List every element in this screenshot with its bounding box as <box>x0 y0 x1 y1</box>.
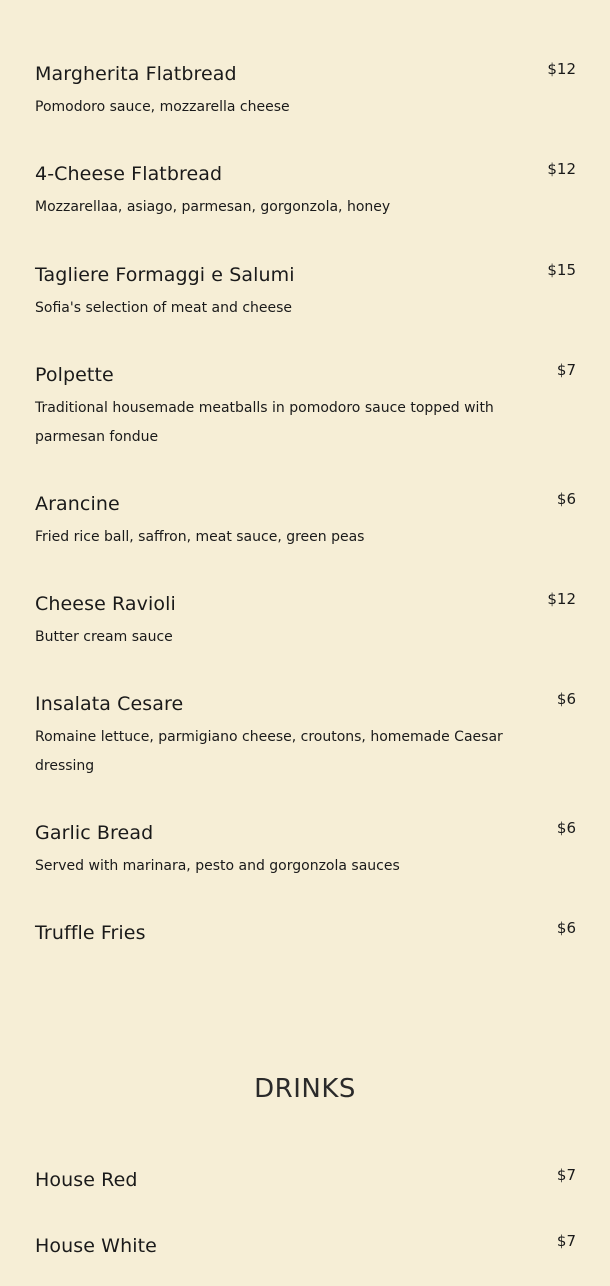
item-description: Traditional housemade meatballs in pomodoro sauce topped with parmesan fondue <box>35 400 494 445</box>
item-price: $12 <box>547 590 576 608</box>
item-description: Served with marinara, pesto and gorgonzola sauces <box>35 858 400 874</box>
item-name: Arancine <box>35 493 120 515</box>
menu-item-insalata-cesare <box>35 692 576 781</box>
menu-item-cheese-ravioli <box>35 592 576 652</box>
item-description: Sofia's selection of meat and cheese <box>35 300 293 316</box>
item-price: $12 <box>547 60 576 78</box>
item-name: House Red <box>35 1169 138 1191</box>
item-price: $7 <box>556 1166 576 1184</box>
menu-item-tagliere <box>35 263 576 323</box>
item-name: Tagliere Formaggi e Salumi <box>35 264 295 286</box>
menu-item-house-red <box>35 1168 576 1192</box>
item-description: Romaine lettuce, parmigiano cheese, croutons, homemade Caesar dressing <box>35 729 503 774</box>
item-price: $15 <box>547 261 576 279</box>
item-price: $7 <box>556 1232 576 1250</box>
item-name: Polpette <box>35 364 114 386</box>
menu-item-polpette <box>35 363 576 452</box>
item-price: $7 <box>556 361 576 379</box>
menu-item-house-white <box>35 1234 576 1258</box>
item-description: Pomodoro sauce, mozzarella cheese <box>35 99 290 115</box>
menu-item-margherita-flatbread <box>35 62 576 122</box>
item-price: $6 <box>556 919 576 937</box>
menu-item-truffle-fries <box>35 921 576 945</box>
item-price: $12 <box>547 160 576 178</box>
item-price: $6 <box>556 819 576 837</box>
item-name: 4-Cheese Flatbread <box>35 163 223 185</box>
item-price: $6 <box>556 690 576 708</box>
item-name: Insalata Cesare <box>35 693 184 715</box>
item-name: Garlic Bread <box>35 822 154 844</box>
item-name: Cheese Ravioli <box>35 593 176 615</box>
menu-item-4-cheese-flatbread <box>35 162 576 222</box>
item-description: Fried rice ball, saffron, meat sauce, green peas <box>35 529 365 545</box>
item-description: Mozzarellaa, asiago, parmesan, gorgonzola, honey <box>35 199 391 215</box>
item-name: House White <box>35 1235 157 1257</box>
menu-item-garlic-bread <box>35 821 576 881</box>
item-name: Margherita Flatbread <box>35 63 237 85</box>
drinks-section-title: DRINKS <box>254 1074 356 1104</box>
item-description: Butter cream sauce <box>35 629 173 645</box>
item-price: $6 <box>556 490 576 508</box>
menu-item-arancine <box>35 492 576 552</box>
item-name: Truffle Fries <box>35 922 146 944</box>
